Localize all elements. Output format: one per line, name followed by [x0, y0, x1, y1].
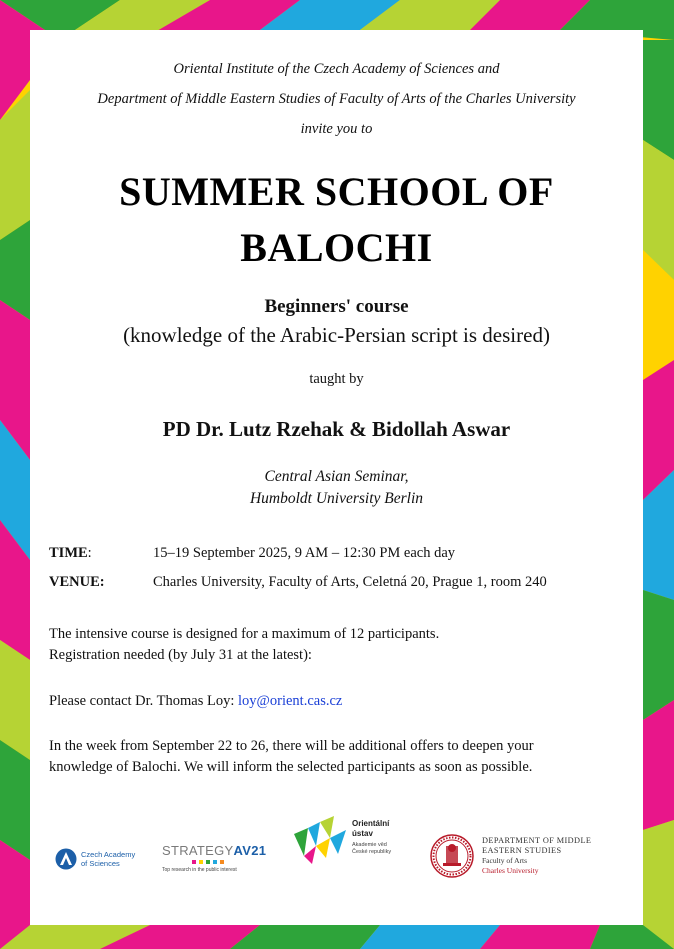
time-label	[49, 545, 92, 562]
venue-value: Charles University, Faculty of Arts, Celetná 20, Prague 1, room 240	[153, 574, 547, 590]
offers-line-1: In the week from September 22 to 26, there will be additional offers to deepen your	[49, 738, 534, 754]
contact-paragraph	[49, 691, 629, 712]
title-line-2: BALOCHI	[240, 225, 433, 270]
course-note: (knowledge of the Arabic-Persian script is desired)	[123, 323, 550, 347]
header-line-2: Department of Middle Eastern Studies of Faculty of Arts of the Charles University	[97, 91, 576, 107]
strategy-dots-icon	[192, 860, 252, 865]
course-name: Beginners' course	[264, 296, 409, 317]
charles-university-seal-icon	[430, 834, 474, 878]
time-label-colon: :	[87, 545, 92, 561]
header-line-1: Oriental Institute of the Czech Academy of Sciences and	[173, 61, 500, 77]
cas-emblem-icon	[55, 848, 77, 870]
cas-line-1: Czech Academy	[81, 850, 136, 859]
dept-line-4: Charles University	[482, 866, 539, 875]
ou-line-1: Orientální	[352, 819, 390, 828]
dept-line-2: EASTERN STUDIES	[482, 846, 562, 855]
affiliation-line-1: Central Asian Seminar,	[264, 468, 409, 485]
registration-line: Registration needed (by July 31 at the latest):	[49, 647, 312, 663]
oriental-institute-logo	[294, 816, 414, 872]
additional-offers-paragraph	[49, 736, 629, 778]
taught-by: taught by	[309, 371, 364, 387]
capacity-line: The intensive course is designed for a maximum of 12 participants.	[49, 626, 440, 642]
invitation-card	[30, 30, 643, 925]
header-line-3: invite you to	[300, 121, 373, 137]
affiliation-line-2: Humboldt University Berlin	[249, 490, 424, 507]
cas-line-2: of Sciences	[81, 859, 120, 868]
venue-label: VENUE:	[49, 574, 105, 590]
capacity-paragraph	[49, 624, 629, 666]
strategy-tagline: Top research in the public interest	[162, 867, 237, 873]
title-line-1: SUMMER SCHOOL OF	[119, 169, 554, 214]
time-label-text: TIME	[49, 545, 88, 561]
strategy-main: STRATEGY	[162, 843, 234, 858]
teachers: PD Dr. Lutz Rzehak & Bidollah Aswar	[162, 417, 511, 441]
dept-line-1: DEPARTMENT OF MIDDLE	[482, 836, 592, 845]
strategy-av: AV21	[233, 843, 267, 858]
strategy-av21-logo	[162, 843, 272, 875]
contact-email-link[interactable]: loy@orient.cas.cz	[238, 693, 343, 709]
oriental-institute-emblem-icon	[294, 816, 346, 866]
ou-line-3: Akademie věd	[352, 842, 387, 848]
contact-text: Please contact Dr. Thomas Loy:	[49, 693, 238, 709]
ou-line-2: ústav	[352, 829, 373, 838]
dept-line-3: Faculty of Arts	[482, 856, 527, 865]
department-logo	[430, 834, 620, 884]
time-value: 15–19 September 2025, 9 AM – 12:30 PM each day	[153, 545, 456, 561]
ou-line-4: České republiky	[352, 849, 392, 855]
cas-logo	[55, 845, 155, 873]
offers-line-2: knowledge of Balochi. We will inform the selected participants as soon as possible.	[49, 759, 533, 775]
